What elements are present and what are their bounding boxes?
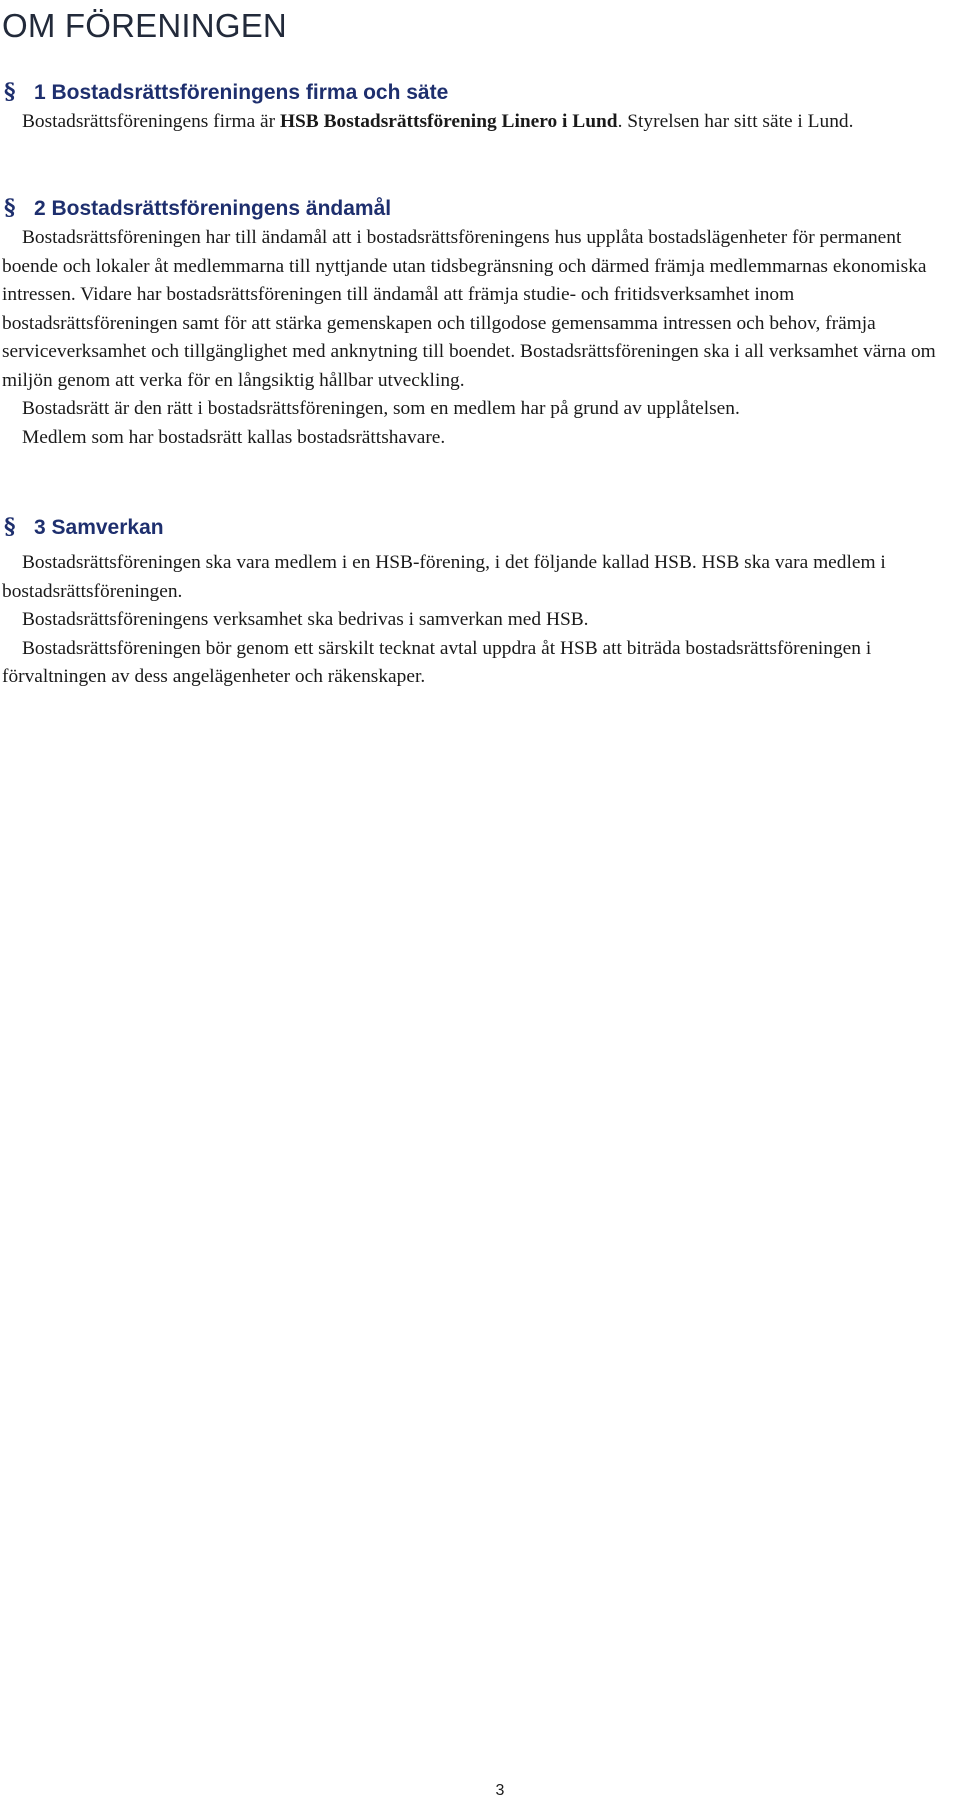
section-sign-icon: §	[4, 514, 16, 540]
paragraph: Bostadsrätt är den rätt i bostadsrättsföreningen, som en medlem har på grund av upplåtelsen.	[22, 398, 740, 419]
section-heading-3	[2, 512, 956, 543]
section-sign-icon: §	[4, 195, 16, 221]
paragraph: Bostadsrättsföreningen har till ändamål att i bostadsrättsföreningens hus upplåta bostadslägenheter för permanent boende och lokaler åt medlemmarna till nyttjande utan tidsbegränsning och därmed främja medlemmarnas ekonomiska intressen. Vidare har bostadsrättsföreningen till ändamål att främja studie- och fritidsverksamhet inom bostadsrättsföreningen samt för att stärka gemenskapen och tillgodose gemensamma intressen och behov, främja serviceverksamhet och tillgänglighet med anknytning till boendet. Bostadsrättsföreningen ska i all verksamhet värna om miljön genom att verka för en långsiktig hållbar utveckling.	[2, 227, 936, 391]
section-sign-icon: §	[4, 79, 16, 105]
section-3	[2, 512, 956, 692]
paragraph-text: . Styrelsen har sitt säte i Lund.	[617, 111, 854, 132]
section-2	[2, 193, 956, 452]
page-title: OM FÖRENINGEN	[2, 7, 287, 44]
paragraph: Bostadsrättsföreningens verksamhet ska bedrivas i samverkan med HSB.	[22, 609, 589, 630]
section-heading-2	[2, 193, 956, 224]
paragraph: Bostadsrättsföreningen bör genom ett särskilt tecknat avtal uppdra åt HSB att biträda bostadsrättsföreningen i förvaltningen av dess angelägenheter och räkenskaper.	[2, 637, 872, 687]
section-heading-1	[2, 77, 956, 108]
section-1	[2, 77, 956, 137]
association-name: HSB Bostadsrättsförening Linero i Lund	[279, 111, 618, 132]
section-heading-text: 2 Bostadsrättsföreningens ändamål	[34, 197, 392, 220]
paragraph-text: Bostadsrättsföreningens firma är	[22, 111, 280, 132]
section-heading-text: 1 Bostadsrättsföreningens firma och säte	[34, 81, 449, 104]
paragraph: Medlem som har bostadsrätt kallas bostadsrättshavare.	[22, 426, 446, 448]
paragraph	[2, 108, 956, 137]
paragraph: Bostadsrättsföreningen ska vara medlem i en HSB-förening, i det följande kallad HSB. HSB ska vara medlem i bostadsrättsföreningen.	[2, 552, 886, 602]
page-number: 3	[495, 1782, 505, 1799]
section-heading-text: 3 Samverkan	[34, 516, 164, 539]
